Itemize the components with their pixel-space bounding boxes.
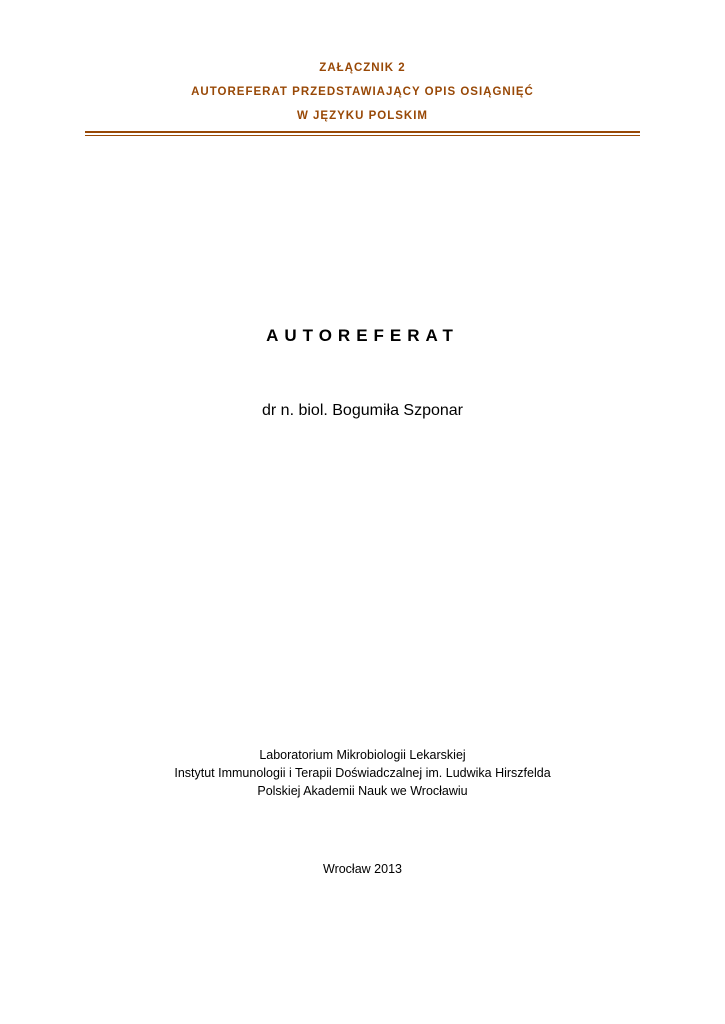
header-description: AUTOREFERAT PRZEDSTAWIAJĄCY OPIS OSIĄGNIĘĆ bbox=[191, 86, 534, 98]
affiliation-laboratory: Laboratorium Mikrobiologii Lekarskiej bbox=[259, 748, 466, 762]
author-name: dr n. biol. Bogumiła Szponar bbox=[262, 402, 463, 419]
header-divider-thick bbox=[85, 131, 640, 133]
document-title: AUTOREFERAT bbox=[266, 326, 459, 345]
header-language: W JĘZYKU POLSKIM bbox=[296, 110, 428, 122]
place-and-date: Wrocław 2013 bbox=[323, 862, 402, 876]
header-divider-thin bbox=[85, 135, 640, 136]
affiliation-institute: Instytut Immunologii i Terapii Doświadczalnej im. Ludwika Hirszfelda bbox=[174, 766, 551, 780]
affiliation-academy: Polskiej Akademii Nauk we Wrocławiu bbox=[257, 784, 468, 798]
header-annex-label: ZAŁĄCZNIK 2 bbox=[319, 62, 406, 74]
